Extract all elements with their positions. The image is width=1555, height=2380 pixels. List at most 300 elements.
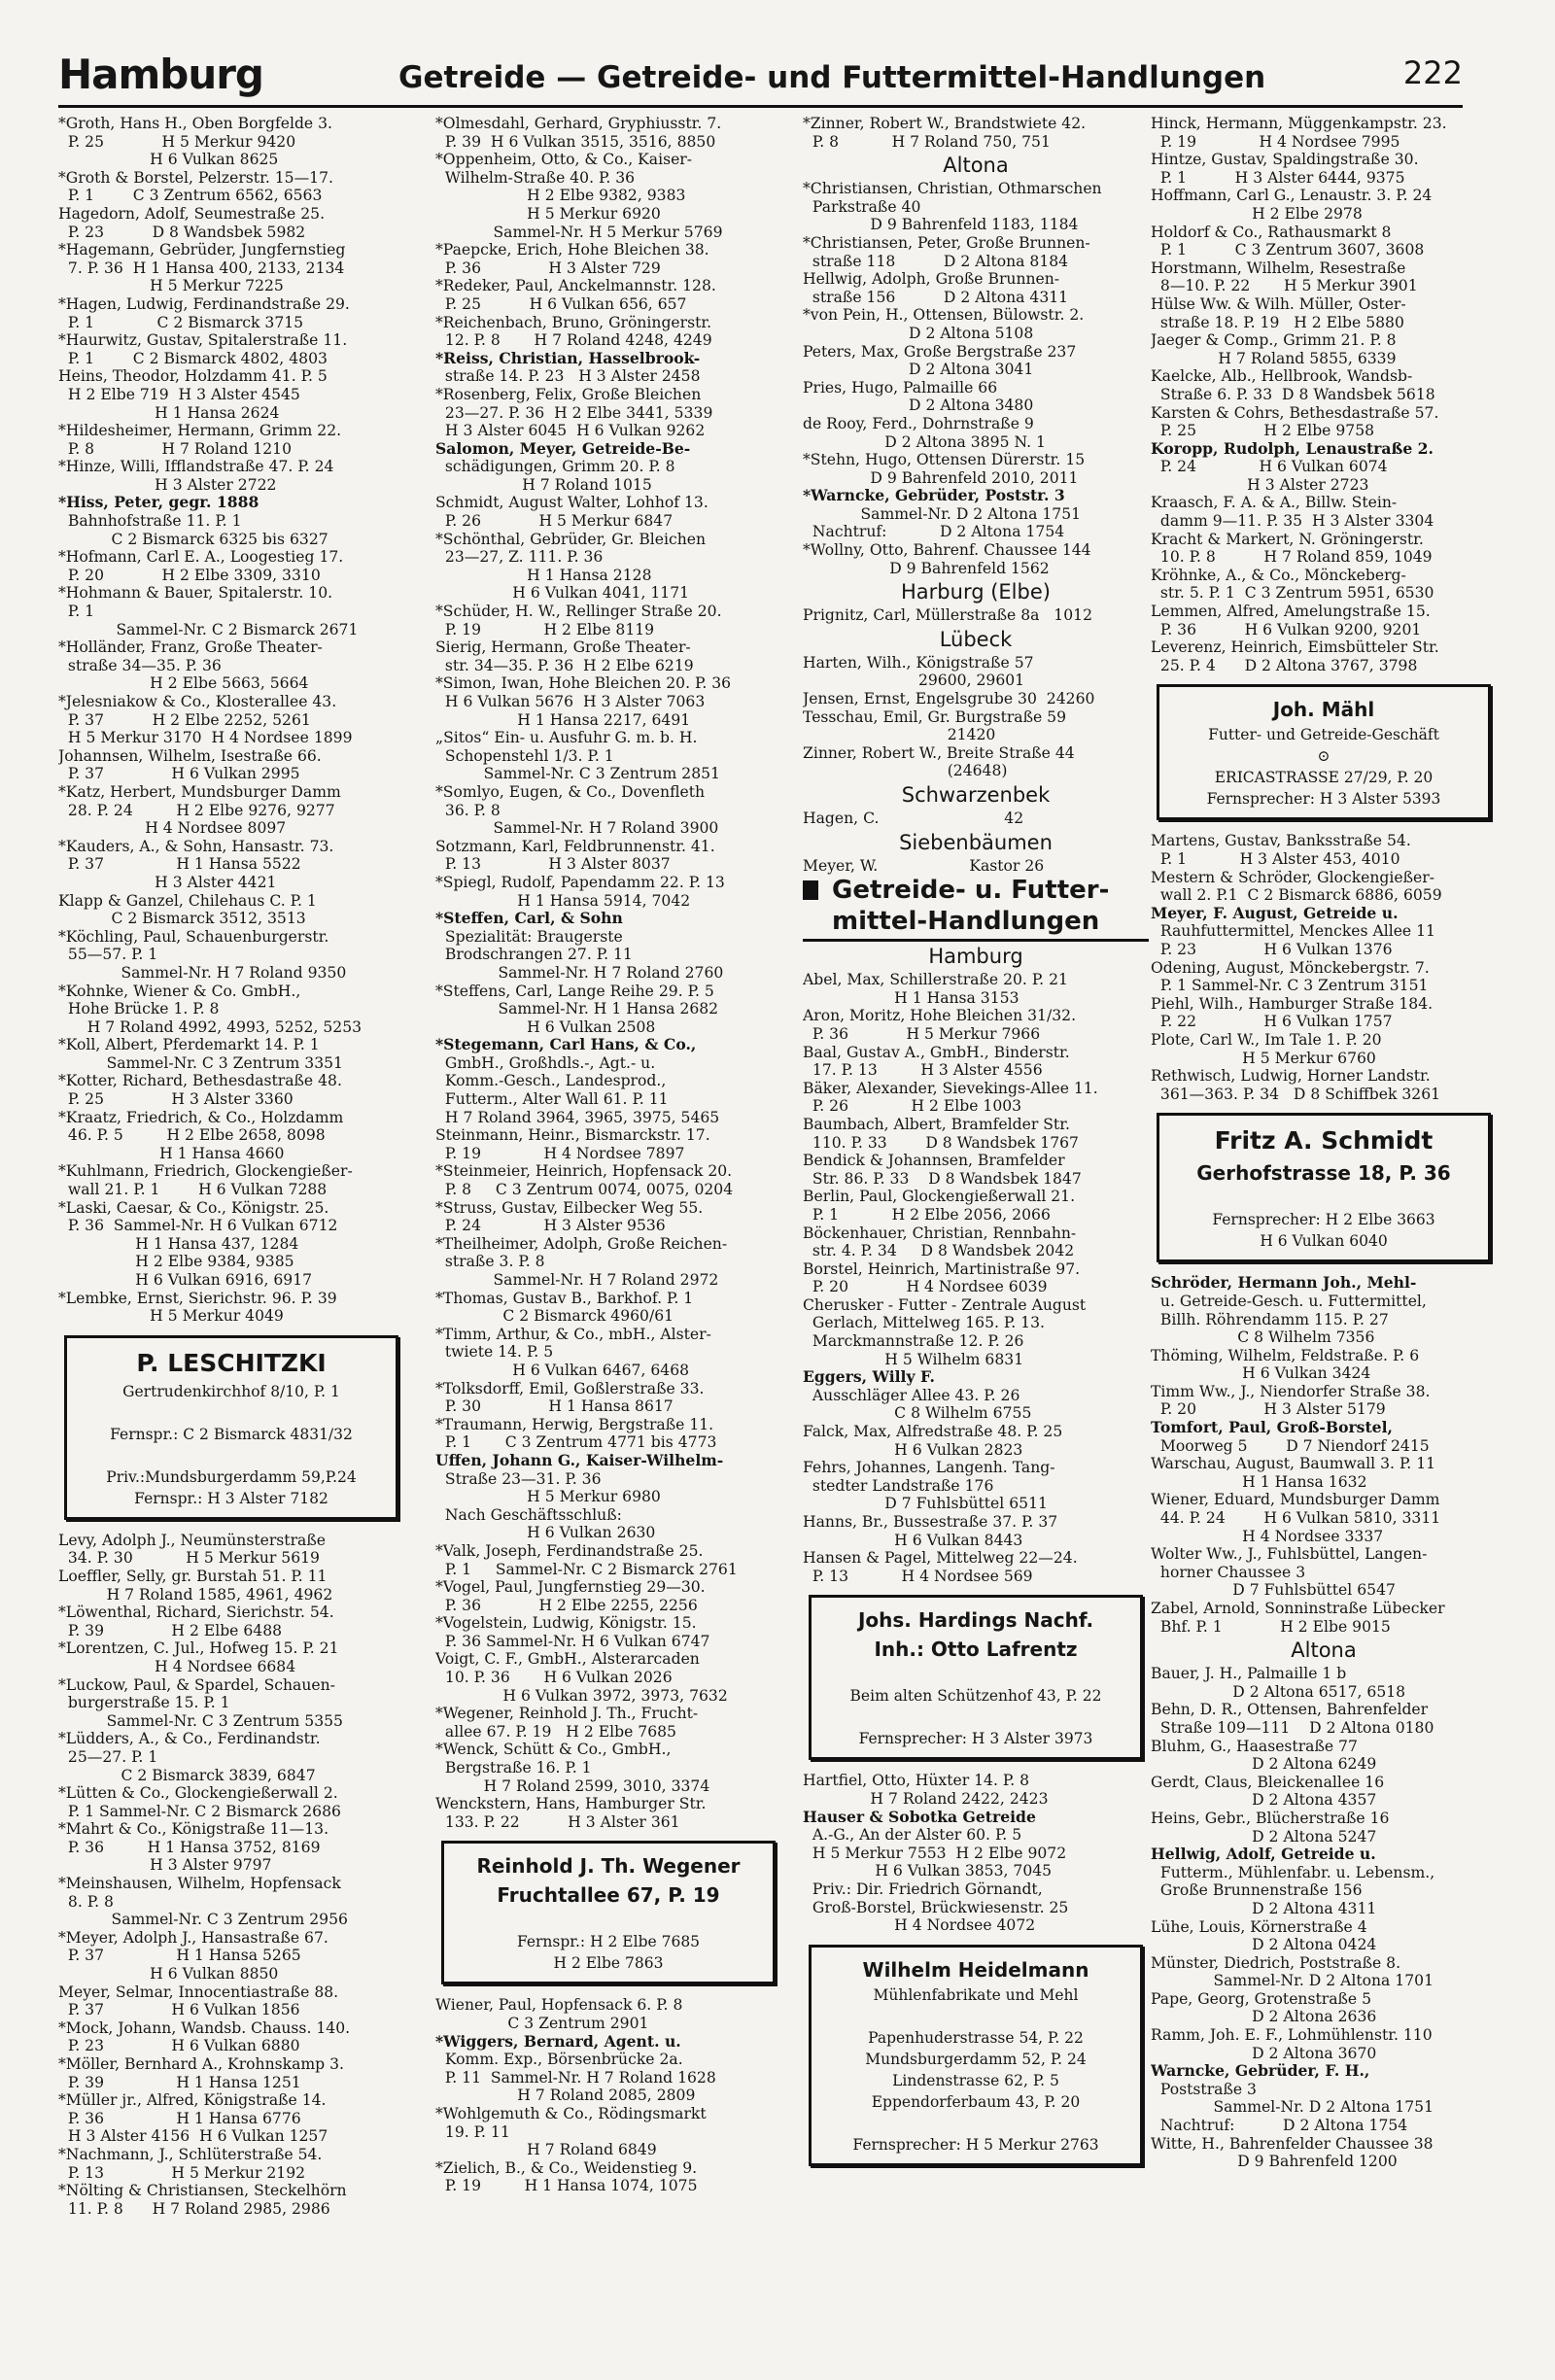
directory-line: H 5 Merkur 6760 xyxy=(1151,1049,1376,1067)
city-heading: Harburg (Elbe) xyxy=(901,580,1051,604)
directory-line: P. 1 C 3 Zentrum 3607, 3608 xyxy=(1151,241,1425,259)
directory-line: Thöming, Wilhelm, Feldstraße. P. 6 xyxy=(1151,1346,1420,1364)
directory-line: *Müller jr., Alfred, Königstraße 14. xyxy=(58,2091,327,2110)
directory-line: Straße 109—111 D 2 Altona 0180 xyxy=(1151,1718,1434,1737)
header-rule xyxy=(58,105,1463,108)
ad-line xyxy=(456,1910,761,1931)
directory-line: Bhf. P. 1 H 2 Elbe 9015 xyxy=(1151,1617,1391,1636)
directory-line: P. 37 H 6 Vulkan 2995 xyxy=(58,765,300,783)
directory-line: H 5 Merkur 6920 xyxy=(435,204,661,223)
directory-line: Marckmannstraße 12. P. 26 xyxy=(803,1332,1024,1351)
directory-line: Billh. Röhrendamm 115. P. 27 xyxy=(1151,1310,1389,1328)
directory-line: *Schüder, H. W., Rellinger Straße 20. xyxy=(435,603,722,621)
directory-line: 23—27, Z. 111. P. 36 xyxy=(435,548,604,567)
directory-line: stedter Landstraße 176 xyxy=(803,1476,994,1495)
directory-line: *Nölting & Christiansen, Steckelhörn xyxy=(58,2182,347,2200)
ad-line: Mühlenfabrikate und Mehl xyxy=(873,1985,1079,2004)
directory-line: P. 23 H 6 Vulkan 1376 xyxy=(1151,940,1393,958)
directory-line: Moorweg 5 D 7 Niendorf 2415 xyxy=(1151,1436,1430,1455)
directory-line: *Paepcke, Erich, Hohe Bleichen 38. xyxy=(435,241,709,259)
directory-line: 29600, 29601 xyxy=(803,672,1025,690)
directory-line: H 7 Roland 5855, 6339 xyxy=(1151,349,1397,367)
directory-line: *Vogel, Paul, Jungfernstieg 29—30. xyxy=(435,1578,706,1597)
directory-line: *Traumann, Herwig, Bergstraße 11. xyxy=(435,1415,714,1433)
directory-line: Baumbach, Albert, Bramfelder Str. xyxy=(803,1115,1070,1133)
directory-line: Behn, D. R., Ottensen, Bahrenfelder xyxy=(1151,1701,1429,1719)
directory-line: 23—27. P. 36 H 2 Elbe 3441, 5339 xyxy=(435,403,713,422)
directory-line: 110. P. 33 D 8 Wandsbek 1767 xyxy=(803,1133,1079,1152)
directory-line: Hoffmann, Carl G., Lenaustr. 3. P. 24 xyxy=(1151,187,1433,205)
directory-line: 44. P. 24 H 6 Vulkan 5810, 3311 xyxy=(1151,1509,1441,1528)
directory-line: P. 1 Sammel-Nr. C 2 Bismarck 2686 xyxy=(58,1802,341,1820)
directory-line: *Vogelstein, Ludwig, Königstr. 15. xyxy=(435,1614,697,1633)
directory-line: D 2 Altona 3895 N. 1 xyxy=(803,432,1046,451)
directory-line: P. 37 H 6 Vulkan 1856 xyxy=(58,2001,300,2019)
directory-line: P. 39 H 1 Hansa 1251 xyxy=(58,2073,301,2091)
directory-line: H 6 Vulkan 3972, 3973, 7632 xyxy=(435,1686,728,1705)
directory-line: *Kraatz, Friedrich, & Co., Holzdamm xyxy=(58,1108,344,1126)
directory-line: H 2 Elbe 5663, 5664 xyxy=(58,674,309,693)
directory-line: *Mahrt & Co., Königstraße 11—13. xyxy=(58,1820,329,1839)
directory-line: C 8 Wilhelm 7356 xyxy=(1151,1328,1375,1347)
ad-line xyxy=(823,1707,1128,1728)
directory-line: Koropp, Rudolph, Lenaustraße 2. xyxy=(1151,439,1434,458)
directory-line: Komm. Exp., Börsenbrücke 2a. xyxy=(435,2051,683,2069)
directory-line: C 8 Wilhelm 6755 xyxy=(803,1404,1032,1423)
directory-line: *Möller, Bernhard A., Krohnskamp 3. xyxy=(58,2055,344,2073)
directory-line: P. 20 H 4 Nordsee 6039 xyxy=(803,1278,1048,1296)
directory-line: D 2 Altona 2636 xyxy=(1151,2008,1377,2026)
directory-line: Kröhnke, A., & Co., Mönckeberg- xyxy=(1151,566,1406,584)
directory-line: Futterm., Mühlenfabr. u. Lebensm., xyxy=(1151,1863,1435,1881)
ad-line: H 6 Vulkan 6040 xyxy=(1260,1232,1388,1251)
directory-line: Hartfiel, Otto, Hüxter 14. P. 8 xyxy=(803,1772,1030,1790)
directory-line: H 1 Hansa 1632 xyxy=(1151,1472,1367,1491)
directory-line: H 6 Vulkan 8443 xyxy=(803,1531,1023,1549)
directory-line: P. 36 Sammel-Nr. H 6 Vulkan 6712 xyxy=(58,1217,338,1235)
directory-line: Witte, H., Bahrenfelder Chaussee 38 xyxy=(1151,2134,1434,2153)
directory-line: Straße 23—31. P. 36 xyxy=(435,1469,602,1488)
directory-line: Hauser & Sobotka Getreide xyxy=(803,1808,1036,1826)
directory-line: Borstel, Heinrich, Martinistraße 97. xyxy=(803,1259,1081,1278)
directory-line: H 1 Hansa 2624 xyxy=(58,403,280,422)
directory-line: *Hinze, Willi, Ifflandstraße 47. P. 24 xyxy=(58,458,334,476)
directory-line: Jensen, Ernst, Engelsgrube 30 24260 xyxy=(803,690,1095,708)
directory-line: Tesschau, Emil, Gr. Burgstraße 59 xyxy=(803,707,1067,726)
directory-line: straße 156 D 2 Altona 4311 xyxy=(803,288,1069,306)
directory-line: Hintze, Gustav, Spaldingstraße 30. xyxy=(1151,151,1419,169)
directory-line: D 2 Altona 5108 xyxy=(803,324,1034,342)
directory-line: D 2 Altona 3480 xyxy=(803,397,1034,415)
directory-line: *Löwenthal, Richard, Sierichstr. 54. xyxy=(58,1604,334,1622)
directory-line: Wiener, Eduard, Mundsburger Damm xyxy=(1151,1491,1440,1509)
directory-line: P. 24 H 6 Vulkan 6074 xyxy=(1151,458,1388,476)
directory-line: Sammel-Nr. D 2 Altona 1751 xyxy=(803,504,1082,523)
directory-line: P. 8 C 3 Zentrum 0074, 0075, 0204 xyxy=(435,1181,734,1199)
directory-line: Johannsen, Wilhelm, Isestraße 66. xyxy=(58,746,322,765)
directory-line: Bergstraße 16. P. 1 xyxy=(435,1759,592,1777)
directory-line: P. 25 H 3 Alster 3360 xyxy=(58,1090,294,1109)
directory-line: P. 24 H 3 Alster 9536 xyxy=(435,1217,666,1235)
ad-line: Beim alten Schützenhof 43, P. 22 xyxy=(849,1687,1102,1706)
directory-line: wall 21. P. 1 H 6 Vulkan 7288 xyxy=(58,1181,328,1199)
ad-line: ⊙ xyxy=(1317,747,1330,766)
directory-line: 28. P. 24 H 2 Elbe 9276, 9277 xyxy=(58,801,335,819)
directory-line: Hagedorn, Adolf, Seumestraße 25. xyxy=(58,204,326,223)
directory-line: Hanns, Br., Bussestraße 37. P. 37 xyxy=(803,1513,1058,1531)
directory-line: H 3 Alster 9797 xyxy=(58,1856,272,1875)
directory-line: Hellwig, Adolph, Große Brunnen- xyxy=(803,270,1060,289)
directory-line: H 7 Roland 1015 xyxy=(435,475,652,494)
directory-line: A.-G., An der Alster 60. P. 5 xyxy=(803,1826,1022,1845)
directory-line: Wolter Ww., J., Fuhlsbüttel, Langen- xyxy=(1151,1545,1428,1564)
directory-line: Wilhelm-Straße 40. P. 36 xyxy=(435,168,636,187)
directory-line: D 2 Altona 6517, 6518 xyxy=(1151,1682,1406,1701)
directory-line: Str. 86. P. 33 D 8 Wandsbek 1847 xyxy=(803,1169,1082,1188)
directory-line: *Laski, Caesar, & Co., Königstr. 25. xyxy=(58,1198,329,1217)
directory-line: *Lembke, Ernst, Sierichstr. 96. P. 39 xyxy=(58,1289,337,1307)
directory-line: P. 13 H 3 Alster 8037 xyxy=(435,855,671,874)
directory-line: H 7 Roland 4992, 4993, 5252, 5253 xyxy=(58,1018,363,1036)
directory-line: *Somlyo, Eugen, & Co., Dovenfleth xyxy=(435,782,706,801)
directory-line: D 7 Fuhlsbüttel 6547 xyxy=(1151,1581,1396,1600)
directory-line: Falck, Max, Alfredstraße 48. P. 25 xyxy=(803,1423,1063,1441)
ad-line: Inh.: Otto Lafrentz xyxy=(874,1638,1078,1662)
ad-line: Priv.:Mundsburgerdamm 59,P.24 xyxy=(106,1467,357,1486)
directory-line: D 7 Fuhlsbüttel 6511 xyxy=(803,1495,1048,1513)
directory-line: *Zinner, Robert W., Brandstwiete 42. xyxy=(803,115,1087,132)
directory-line: Karsten & Cohrs, Bethesdastraße 57. xyxy=(1151,403,1439,422)
directory-line: P. 19 H 4 Nordsee 7897 xyxy=(435,1144,685,1162)
directory-line: Sammel-Nr. C 3 Zentrum 2851 xyxy=(435,765,720,783)
directory-line: C 3 Zentrum 2901 xyxy=(435,2015,649,2032)
directory-line: H 6 Vulkan 6467, 6468 xyxy=(435,1361,690,1379)
directory-line: Sammel-Nr. H 7 Roland 2972 xyxy=(435,1271,719,1289)
directory-line: Sammel-Nr. C 3 Zentrum 3351 xyxy=(58,1053,343,1072)
directory-line: P. 30 H 1 Hansa 8617 xyxy=(435,1397,674,1416)
directory-line: D 2 Altona 3041 xyxy=(803,361,1034,379)
directory-line: Lühe, Louis, Körnerstraße 4 xyxy=(1151,1917,1367,1936)
advertisement-box xyxy=(809,1945,1143,2166)
directory-line: Plote, Carl W., Im Tale 1. P. 20 xyxy=(1151,1030,1382,1049)
ad-line: Johs. Hardings Nachf. xyxy=(857,1608,1094,1633)
directory-line: D 9 Bahrenfeld 2010, 2011 xyxy=(803,468,1079,487)
directory-line: P. 19 H 2 Elbe 8119 xyxy=(435,620,655,638)
directory-line: Heins, Gebr., Blücherstraße 16 xyxy=(1151,1809,1390,1827)
ad-line: Papenhuderstrasse 54, P. 22 xyxy=(868,2028,1084,2047)
directory-line: Warschau, August, Baumwall 3. P. 11 xyxy=(1151,1455,1436,1473)
directory-line: C 2 Bismarck 6325 bis 6327 xyxy=(58,530,328,548)
column-1 xyxy=(58,115,404,2218)
directory-line: u. Getreide-Gesch. u. Futtermittel, xyxy=(1151,1292,1427,1310)
ad-line: Fernspr.: H 3 Alster 7182 xyxy=(134,1489,328,1507)
directory-line: H 5 Merkur 7553 H 2 Elbe 9072 xyxy=(803,1844,1067,1862)
directory-line: *Hiss, Peter, gegr. 1888 xyxy=(58,494,259,512)
directory-line: Peters, Max, Große Bergstraße 237 xyxy=(803,342,1077,361)
directory-line: 19. P. 11 xyxy=(435,2122,510,2141)
directory-line: Eggers, Willy F. xyxy=(803,1368,935,1387)
directory-line: Kracht & Markert, N. Gröningerstr. xyxy=(1151,530,1424,548)
directory-line: P. 11 Sammel-Nr. H 7 Roland 1628 xyxy=(435,2068,716,2087)
directory-line: Bahnhofstraße 11. P. 1 xyxy=(58,512,242,531)
ad-line: Mundsburgerdamm 52, P. 24 xyxy=(865,2050,1087,2068)
directory-line: C 2 Bismarck 3839, 6847 xyxy=(58,1766,316,1784)
directory-line: Bendick & Johannsen, Bramfelder xyxy=(803,1152,1065,1170)
directory-line: *Timm, Arthur, & Co., mbH., Alster- xyxy=(435,1325,711,1343)
directory-line: H 6 Vulkan 8850 xyxy=(58,1965,279,1983)
directory-line: Rethwisch, Ludwig, Horner Landstr. xyxy=(1151,1067,1431,1086)
directory-line: Abel, Max, Schillerstraße 20. P. 21 xyxy=(803,971,1068,989)
directory-line: *Christiansen, Christian, Othmarschen xyxy=(803,180,1102,198)
directory-line: Meyer, W. Kastor 26 xyxy=(803,856,1045,875)
ad-line: Fernspr.: H 2 Elbe 7685 xyxy=(516,1933,701,1951)
directory-line: H 3 Alster 2722 xyxy=(58,475,277,494)
directory-line: P. 25 H 6 Vulkan 656, 657 xyxy=(435,294,687,313)
directory-line: H 1 Hansa 5914, 7042 xyxy=(435,891,691,910)
directory-line: P. 36 H 3 Alster 729 xyxy=(435,259,661,277)
directory-line: 34. P. 30 H 5 Merkur 5619 xyxy=(58,1549,320,1568)
directory-line: „Sitos“ Ein- u. Ausfuhr G. m. b. H. xyxy=(435,729,698,747)
directory-line: Sammel-Nr. D 2 Altona 1701 xyxy=(1151,1972,1434,1990)
directory-line: Sammel-Nr. H 1 Hansa 2682 xyxy=(435,1000,719,1018)
directory-line: straße 18. P. 19 H 2 Elbe 5880 xyxy=(1151,313,1404,331)
directory-line: Sierig, Hermann, Große Theater- xyxy=(435,638,691,657)
directory-line: P. 37 H 1 Hansa 5265 xyxy=(58,1947,301,1965)
city-heading: Hamburg xyxy=(928,945,1023,969)
directory-line: Heins, Theodor, Holzdamm 41. P. 5 xyxy=(58,367,328,386)
directory-line: straße 118 D 2 Altona 8184 xyxy=(803,252,1069,270)
directory-line: Cherusker - Futter - Zentrale August xyxy=(803,1295,1087,1314)
directory-line: *Redeker, Paul, Anckelmannstr. 128. xyxy=(435,277,716,295)
ad-line: Gertrudenkirchhof 8/10, P. 1 xyxy=(122,1382,340,1400)
directory-line: Hellwig, Adolf, Getreide u. xyxy=(1151,1845,1376,1864)
directory-line: Nach Geschäftsschluß: xyxy=(435,1505,622,1524)
directory-line: P. 1 H 2 Elbe 2056, 2066 xyxy=(803,1205,1051,1224)
directory-line: P. 20 H 2 Elbe 3309, 3310 xyxy=(58,566,321,584)
directory-line: *Meinshausen, Wilhelm, Hopfensack xyxy=(58,1875,341,1893)
directory-line: Sammel-Nr. H 7 Roland 9350 xyxy=(58,963,347,982)
directory-line: *Theilheimer, Adolph, Große Reichen- xyxy=(435,1234,728,1253)
directory-line: P. 39 H 2 Elbe 6488 xyxy=(58,1621,283,1639)
directory-line: D 2 Altona 4357 xyxy=(1151,1791,1377,1810)
column-2 xyxy=(435,115,781,2195)
directory-line: P. 20 H 3 Alster 5179 xyxy=(1151,1400,1386,1419)
directory-line: *Kauders, A., & Sohn, Hansastr. 73. xyxy=(58,837,334,855)
advertisement-box xyxy=(64,1335,398,1520)
directory-line: *Thomas, Gustav B., Barkhof. P. 1 xyxy=(435,1289,694,1307)
directory-line: *Struss, Gustav, Eilbecker Weg 55. xyxy=(435,1198,704,1217)
directory-line: *Hagen, Ludwig, Ferdinandstraße 29. xyxy=(58,294,350,313)
directory-line: Hohe Brücke 1. P. 8 xyxy=(58,1000,220,1018)
directory-line: *Stegemann, Carl Hans, & Co., xyxy=(435,1036,697,1054)
directory-line: H 6 Vulkan 2508 xyxy=(435,1018,656,1036)
directory-line: 25—27. P. 1 xyxy=(58,1747,158,1766)
directory-line: *Rosenberg, Felix, Große Bleichen xyxy=(435,385,702,403)
ad-line xyxy=(1171,1188,1476,1209)
running-head-city: Hamburg xyxy=(58,51,263,98)
directory-line: Sammel-Nr. D 2 Altona 1751 xyxy=(1151,2098,1434,2117)
directory-line: *Katz, Herbert, Mundsburger Damm xyxy=(58,782,341,801)
directory-line: Schmidt, August Walter, Lohhof 13. xyxy=(435,494,708,512)
directory-line: P. 19 H 1 Hansa 1074, 1075 xyxy=(435,2177,698,2195)
ad-line: Joh. Mähl xyxy=(1272,698,1375,722)
directory-line: P. 37 H 2 Elbe 2252, 5261 xyxy=(58,710,311,729)
directory-line: Fehrs, Johannes, Langenh. Tang- xyxy=(803,1459,1055,1477)
directory-line: Tomfort, Paul, Groß-Borstel, xyxy=(1151,1419,1393,1437)
directory-line: H 7 Roland 1585, 4961, 4962 xyxy=(58,1585,333,1604)
directory-line: 10. P. 36 H 6 Vulkan 2026 xyxy=(435,1669,673,1687)
directory-line: Jaeger & Comp., Grimm 21. P. 8 xyxy=(1151,331,1397,350)
directory-line: str. 4. P. 34 D 8 Wandsbek 2042 xyxy=(803,1242,1075,1260)
directory-line: P. 25 H 2 Elbe 9758 xyxy=(1151,422,1375,440)
directory-line: H 3 Alster 4156 H 6 Vulkan 1257 xyxy=(58,2127,328,2146)
directory-line: 55—57. P. 1 xyxy=(58,946,158,964)
ad-line xyxy=(823,2006,1128,2027)
ad-line: Gerhofstrasse 18, P. 36 xyxy=(1196,1161,1451,1186)
directory-line: H 3 Alster 2723 xyxy=(1151,475,1369,494)
directory-line: H 7 Roland 2422, 2423 xyxy=(803,1789,1049,1808)
directory-line: H 1 Hansa 2217, 6491 xyxy=(435,710,691,729)
directory-line: *Nachmann, J., Schlüterstraße 54. xyxy=(58,2145,323,2163)
directory-line: *Wiggers, Bernard, Agent. u. xyxy=(435,2032,681,2051)
directory-line: Gerlach, Mittelweg 165. P. 13. xyxy=(803,1314,1045,1332)
directory-line: Uffen, Johann G., Kaiser-Wilhelm- xyxy=(435,1451,724,1469)
directory-line: H 4 Nordsee 6684 xyxy=(58,1657,296,1675)
directory-line: D 2 Altona 5247 xyxy=(1151,1827,1377,1845)
directory-line: *Steffens, Carl, Lange Reihe 29. P. 5 xyxy=(435,982,714,1000)
directory-line: Zinner, Robert W., Breite Straße 44 xyxy=(803,743,1075,762)
directory-line: P. 13 H 4 Nordsee 569 xyxy=(803,1567,1033,1585)
directory-line: Spezialität: Braugerste xyxy=(435,927,623,946)
directory-line: P. 36 H 5 Merkur 7966 xyxy=(803,1024,1041,1043)
directory-line: *Valk, Joseph, Ferdinandstraße 25. xyxy=(435,1541,704,1560)
directory-line: *Luckow, Paul, & Spardel, Schauen- xyxy=(58,1675,335,1694)
directory-line: 11. P. 8 H 7 Roland 2985, 2986 xyxy=(58,2199,330,2218)
city-heading: Altona xyxy=(943,154,1009,178)
directory-line: Aron, Moritz, Hohe Bleichen 31/32. xyxy=(803,1007,1077,1025)
directory-line: P. 1 Sammel-Nr. C 2 Bismarck 2761 xyxy=(435,1560,738,1578)
directory-line: schädigungen, Grimm 20. P. 8 xyxy=(435,458,675,476)
directory-line: D 9 Bahrenfeld 1562 xyxy=(803,559,1050,577)
directory-line: H 6 Vulkan 6916, 6917 xyxy=(58,1271,313,1289)
directory-line: *Spiegl, Rudolf, Papendamm 22. P. 13 xyxy=(435,873,725,891)
ad-line: Eppendorferbaum 43, P. 20 xyxy=(871,2092,1081,2111)
directory-line: *Steffen, Carl, & Sohn xyxy=(435,910,623,928)
ad-line: H 2 Elbe 7863 xyxy=(553,1954,664,1973)
directory-line: P. 39 H 6 Vulkan 3515, 3516, 8850 xyxy=(435,132,716,151)
directory-line: P. 1 H 3 Alster 6444, 9375 xyxy=(1151,168,1405,187)
directory-line: damm 9—11. P. 35 H 3 Alster 3304 xyxy=(1151,512,1434,531)
directory-line: 25. P. 4 D 2 Altona 3767, 3798 xyxy=(1151,656,1418,674)
advertisement-box xyxy=(809,1595,1143,1760)
directory-line: H 5 Merkur 4049 xyxy=(58,1307,284,1326)
directory-line: P. 1 Sammel-Nr. C 3 Zentrum 3151 xyxy=(1151,977,1429,995)
directory-line: C 2 Bismarck 4960/61 xyxy=(435,1307,674,1326)
directory-line: 21420 xyxy=(803,726,996,744)
directory-line: Baal, Gustav A., GmbH., Binderstr. xyxy=(803,1043,1070,1061)
directory-line: GmbH., Großhdls.-, Agt.- u. xyxy=(435,1053,656,1072)
directory-line: Kraasch, F. A. & A., Billw. Stein- xyxy=(1151,494,1398,512)
directory-line: H 1 Hansa 2128 xyxy=(435,566,652,584)
directory-line: *Jelesniakow & Co., Klosterallee 43. xyxy=(58,693,337,710)
directory-line: 8. P. 8 xyxy=(58,1892,114,1911)
directory-line: Sammel-Nr. H 5 Merkur 5769 xyxy=(435,223,723,241)
ad-line xyxy=(823,2113,1128,2134)
directory-line: P. 36 H 6 Vulkan 9200, 9201 xyxy=(1151,620,1422,638)
directory-line: Odening, August, Mönckebergstr. 7. xyxy=(1151,958,1430,977)
directory-line: Salomon, Meyer, Getreide-Be- xyxy=(435,439,691,458)
directory-line: Voigt, C. F., GmbH., Alsterarcaden xyxy=(435,1650,700,1669)
directory-line: H 2 Elbe 9384, 9385 xyxy=(58,1253,294,1271)
directory-line: D 2 Altona 3670 xyxy=(1151,2044,1377,2062)
directory-line: *Wenck, Schütt & Co., GmbH., xyxy=(435,1741,672,1759)
city-heading: Schwarzenbek xyxy=(901,783,1051,807)
directory-line: D 9 Bahrenfeld 1200 xyxy=(1151,2153,1398,2171)
directory-line: Klapp & Ganzel, Chilehaus C. P. 1 xyxy=(58,891,317,910)
directory-line: H 2 Elbe 719 H 3 Alster 4545 xyxy=(58,385,300,403)
directory-line: Sammel-Nr. C 2 Bismarck 2671 xyxy=(58,620,359,638)
directory-line: P. 8 H 7 Roland 1210 xyxy=(58,439,292,458)
directory-line: Loeffler, Selly, gr. Burstah 51. P. 11 xyxy=(58,1567,328,1585)
directory-line: H 4 Nordsee 4072 xyxy=(803,1916,1036,1935)
directory-line: H 7 Roland 3964, 3965, 3975, 5465 xyxy=(435,1108,720,1126)
directory-line: Hansen & Pagel, Mittelweg 22—24. xyxy=(803,1549,1078,1568)
directory-line: Hagen, C. 42 xyxy=(803,810,1024,827)
directory-line: C 2 Bismarck 3512, 3513 xyxy=(58,910,306,928)
directory-line: H 6 Vulkan 2630 xyxy=(435,1524,656,1542)
directory-line: H 1 Hansa 437, 1284 xyxy=(58,1234,299,1253)
directory-line: H 1 Hansa 4660 xyxy=(58,1144,285,1162)
running-head-title: Getreide — Getreide- und Futtermittel-Handlungen xyxy=(398,60,1266,95)
directory-line: 12. P. 8 H 7 Roland 4248, 4249 xyxy=(435,331,712,350)
directory-line: Mestern & Schröder, Glockengießer- xyxy=(1151,868,1435,886)
directory-line: Zabel, Arnold, Sonninstraße Lübecker xyxy=(1151,1600,1445,1617)
directory-line: *Groth, Hans H., Oben Borgfelde 3. xyxy=(58,115,332,132)
directory-line: Sammel-Nr. C 3 Zentrum 2956 xyxy=(58,1911,348,1929)
directory-line: *Oppenheim, Otto, & Co., Kaiser- xyxy=(435,151,693,169)
directory-line: P. 13 H 5 Merkur 2192 xyxy=(58,2163,306,2182)
directory-line: 133. P. 22 H 3 Alster 361 xyxy=(435,1812,680,1831)
directory-line: Nachtruf: D 2 Altona 1754 xyxy=(1151,2117,1408,2135)
directory-line: H 5 Wilhelm 6831 xyxy=(803,1350,1024,1368)
directory-line: 36. P. 8 xyxy=(435,801,501,819)
directory-line: wall 2. P.1 C 2 Bismarck 6886, 6059 xyxy=(1151,886,1442,905)
directory-line: *Köchling, Paul, Schauenburgerstr. xyxy=(58,927,329,946)
ad-line: Fernsprecher: H 3 Alster 3973 xyxy=(858,1730,1093,1748)
directory-line: H 6 Vulkan 8625 xyxy=(58,151,279,169)
directory-line: 17. P. 13 H 3 Alster 4556 xyxy=(803,1061,1043,1080)
directory-line: P. 26 H 2 Elbe 1003 xyxy=(803,1097,1022,1116)
directory-line: H 6 Vulkan 5676 H 3 Alster 7063 xyxy=(435,693,706,710)
directory-line: Ramm, Joh. E. F., Lohmühlenstr. 110 xyxy=(1151,2026,1433,2045)
directory-line: D 2 Altona 4311 xyxy=(1151,1899,1377,1917)
directory-line: twiete 14. P. 5 xyxy=(435,1343,554,1362)
directory-line: Sammel-Nr. H 7 Roland 2760 xyxy=(435,963,724,982)
directory-line: H 6 Vulkan 4041, 1171 xyxy=(435,584,690,603)
directory-line: *Groth & Borstel, Pelzerstr. 15—17. xyxy=(58,168,333,187)
ad-line: Fruchtallee 67, P. 19 xyxy=(497,1883,720,1908)
directory-line: Horstmann, Wilhelm, Resestraße xyxy=(1151,259,1406,277)
directory-line: Gerdt, Claus, Bleickenallee 16 xyxy=(1151,1773,1385,1791)
directory-line: *Hagemann, Gebrüder, Jungfernstieg xyxy=(58,241,346,259)
directory-line: P. 8 H 7 Roland 750, 751 xyxy=(803,132,1051,151)
directory-line: H 4 Nordsee 8097 xyxy=(58,819,287,838)
directory-line: P. 37 H 1 Hansa 5522 xyxy=(58,855,301,874)
directory-line: Steinmann, Heinr., Bismarckstr. 17. xyxy=(435,1126,710,1145)
directory-line: Futterm., Alter Wall 61. P. 11 xyxy=(435,1090,669,1109)
directory-line: (24648) xyxy=(803,762,1008,780)
directory-line: burgerstraße 15. P. 1 xyxy=(58,1694,230,1712)
